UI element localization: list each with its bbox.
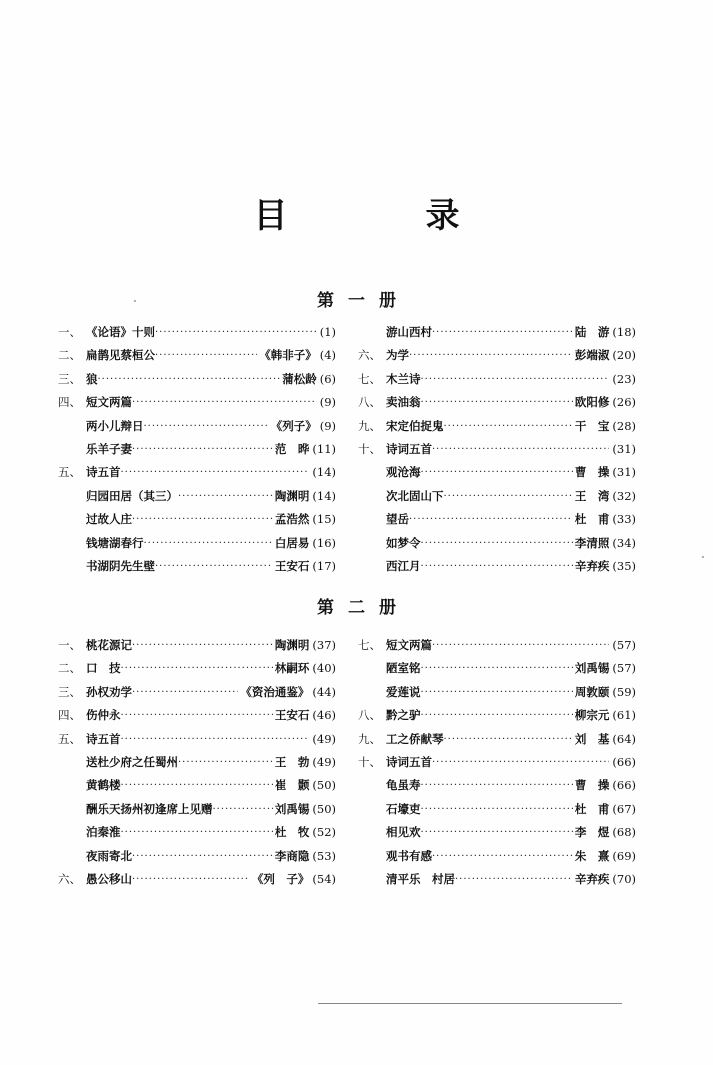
toc-entry[interactable] xyxy=(358,704,636,727)
entry-title: 陋室铭 xyxy=(386,661,421,676)
entry-page-number: (50) xyxy=(312,778,336,793)
entry-page-number: (54) xyxy=(312,871,336,886)
entry-author: 《资治通鉴》 xyxy=(240,684,310,699)
toc-entry[interactable] xyxy=(58,821,336,844)
entry-author: 蒲松龄 xyxy=(282,371,317,386)
entry-page-number: (16) xyxy=(312,535,336,550)
entry-title: 黄鹤楼 xyxy=(86,778,121,793)
dot-leader xyxy=(432,751,609,774)
dot-leader xyxy=(432,634,609,657)
dot-leader xyxy=(178,751,273,774)
entry-page-number: (28) xyxy=(612,418,636,433)
entry-page-number: (9) xyxy=(319,418,336,433)
entry-number xyxy=(358,798,386,821)
entry-page-number: (44) xyxy=(312,684,336,699)
dot-leader xyxy=(155,555,273,578)
entry-title: 观沧海 xyxy=(386,465,421,480)
entry-number xyxy=(358,845,386,868)
entry-number xyxy=(358,532,386,555)
entry-number: 三、 xyxy=(58,684,81,699)
entry-page-number: (64) xyxy=(612,731,636,746)
dot-leader xyxy=(144,532,273,555)
entry-number: 七、 xyxy=(358,638,381,652)
dot-leader xyxy=(213,798,273,821)
entry-author: 辛弃疾 xyxy=(574,871,610,886)
entry-number: 五、 xyxy=(58,465,81,480)
entry-number xyxy=(58,845,86,868)
dot-leader xyxy=(421,368,610,391)
dot-leader xyxy=(132,845,273,868)
dot-leader xyxy=(421,555,573,578)
entry-author: 干 宝 xyxy=(574,418,610,433)
entry-author: 范 晔 xyxy=(274,441,310,456)
toc-entry[interactable] xyxy=(358,728,636,751)
entry-number: 六、 xyxy=(358,348,381,363)
entry-number xyxy=(58,438,86,461)
toc-entry[interactable] xyxy=(358,344,636,367)
toc-entry[interactable] xyxy=(358,774,636,797)
entry-number: 五、 xyxy=(58,731,81,746)
entry-author: 柳宗元 xyxy=(574,708,610,723)
toc-entry[interactable] xyxy=(358,461,636,484)
entry-title: 乐羊子妻 xyxy=(86,441,132,456)
dot-leader xyxy=(421,798,573,821)
entry-title: 《论语》十则 xyxy=(86,325,155,339)
entry-page-number: (23) xyxy=(612,371,636,386)
entry-title: 夜雨寄北 xyxy=(86,848,132,863)
entry-page-number: (11) xyxy=(312,441,336,456)
dot-leader xyxy=(432,438,609,461)
toc-entry[interactable] xyxy=(58,391,336,414)
entry-page-number: (49) xyxy=(312,731,336,746)
toc-entry[interactable] xyxy=(358,681,636,704)
entry-page-number: (20) xyxy=(612,348,636,363)
entry-page-number: (57) xyxy=(612,661,636,676)
entry-title: 过故人庄 xyxy=(86,512,132,527)
entry-number xyxy=(358,485,386,508)
entry-page-number: (35) xyxy=(612,558,636,573)
entry-author: 刘禹锡 xyxy=(274,801,310,816)
entry-author: 《列子》 xyxy=(270,418,317,433)
entry-number: 八、 xyxy=(358,708,381,723)
toc-entry[interactable] xyxy=(358,438,636,461)
dot-leader xyxy=(132,681,238,704)
entry-page-number: (40) xyxy=(312,661,336,676)
entry-title: 口 技 xyxy=(86,661,121,676)
entry-title: 次北固山下 xyxy=(386,488,444,503)
dot-leader xyxy=(421,657,573,680)
entry-page-number: (37) xyxy=(312,638,336,652)
entry-title: 游山西村 xyxy=(386,325,432,339)
entry-number xyxy=(58,532,86,555)
scan-speck xyxy=(134,300,136,302)
entry-page-number: (15) xyxy=(312,512,336,527)
toc-entry[interactable] xyxy=(358,555,636,578)
toc-entry[interactable] xyxy=(58,321,336,344)
entry-number xyxy=(358,774,386,797)
entry-title: 工之侨献琴 xyxy=(386,731,444,746)
entry-number xyxy=(358,321,386,344)
toc-entry[interactable] xyxy=(58,461,336,484)
entry-author: 林嗣环 xyxy=(274,661,310,676)
dot-leader xyxy=(409,508,573,531)
entry-page-number: (53) xyxy=(312,848,336,863)
entry-title: 诗词五首 xyxy=(386,441,432,456)
dot-leader xyxy=(132,634,273,657)
volume-heading-1: 第一册 xyxy=(317,291,410,311)
toc-entry[interactable] xyxy=(58,438,336,461)
entry-author: 李商隐 xyxy=(274,848,310,863)
entry-title: 黔之驴 xyxy=(386,708,421,723)
footer-rule xyxy=(318,1003,622,1004)
entry-number: 十、 xyxy=(358,754,381,769)
toc-entry[interactable] xyxy=(358,634,636,657)
entry-title: 诗五首 xyxy=(86,465,121,480)
entry-number xyxy=(358,821,386,844)
entry-page-number: (59) xyxy=(612,684,636,699)
entry-title: 书湖阴先生壁 xyxy=(86,558,155,573)
entry-page-number: (9) xyxy=(319,395,336,410)
toc-entry[interactable] xyxy=(358,368,636,391)
entry-title: 龟虽寿 xyxy=(386,778,421,793)
toc-entry[interactable] xyxy=(58,681,336,704)
entry-page-number: (57) xyxy=(612,638,636,652)
volume-heading-2: 第二册 xyxy=(317,598,410,618)
entry-number xyxy=(358,555,386,578)
entry-author: 王安石 xyxy=(274,558,310,573)
entry-author: 王 湾 xyxy=(574,488,610,503)
entry-title: 归园田居（其三） xyxy=(86,488,178,503)
dot-leader xyxy=(155,321,317,344)
toc-entry[interactable] xyxy=(58,868,336,891)
page-title: 目 录 xyxy=(253,196,512,236)
entry-number xyxy=(58,485,86,508)
entry-title: 桃花源记 xyxy=(86,638,132,652)
entry-number: 十、 xyxy=(358,441,381,456)
entry-page-number: (18) xyxy=(612,325,636,339)
entry-number: 二、 xyxy=(58,661,81,676)
entry-title: 为学 xyxy=(386,348,409,363)
entry-page-number: (70) xyxy=(612,871,636,886)
entry-title: 扁鹊见蔡桓公 xyxy=(86,348,155,363)
entry-title: 爱莲说 xyxy=(386,684,421,699)
entry-author: 孟浩然 xyxy=(274,512,310,527)
entry-author: 刘禹锡 xyxy=(574,661,610,676)
entry-page-number: (61) xyxy=(612,708,636,723)
entry-number: 二、 xyxy=(58,348,81,363)
entry-author: 辛弃疾 xyxy=(574,558,610,573)
entry-number xyxy=(358,657,386,680)
entry-author: 李 煜 xyxy=(574,825,610,840)
entry-title: 观书有感 xyxy=(386,848,432,863)
entry-title: 西江月 xyxy=(386,558,421,573)
entry-title: 送杜少府之任蜀州 xyxy=(86,754,178,769)
dot-leader xyxy=(144,415,269,438)
dot-leader xyxy=(444,485,573,508)
entry-number xyxy=(358,868,386,891)
entry-page-number: (46) xyxy=(312,708,336,723)
dot-leader xyxy=(121,728,310,751)
toc-entry[interactable] xyxy=(358,798,636,821)
toc-entry[interactable] xyxy=(58,774,336,797)
entry-author: 陶渊明 xyxy=(274,488,310,503)
toc-column xyxy=(58,634,336,891)
dot-leader xyxy=(421,461,573,484)
entry-title: 如梦令 xyxy=(386,535,421,550)
entry-number: 六、 xyxy=(58,871,81,886)
entry-number: 四、 xyxy=(58,395,81,410)
entry-title: 愚公移山 xyxy=(86,871,132,886)
dot-leader xyxy=(409,344,573,367)
dot-leader xyxy=(155,344,257,367)
entry-number xyxy=(58,798,86,821)
entry-title: 泊秦淮 xyxy=(86,825,121,840)
entry-title: 石壕吏 xyxy=(386,801,421,816)
entry-author: 《韩非子》 xyxy=(259,348,317,363)
entry-page-number: (26) xyxy=(612,395,636,410)
toc-entry[interactable] xyxy=(358,485,636,508)
toc-entry[interactable] xyxy=(358,821,636,844)
entry-page-number: (14) xyxy=(312,465,336,480)
entry-title: 木兰诗 xyxy=(386,371,421,386)
entry-author: 欧阳修 xyxy=(574,395,610,410)
toc-entry[interactable] xyxy=(58,508,336,531)
toc-entry[interactable] xyxy=(58,634,336,657)
entry-page-number: (34) xyxy=(612,535,636,550)
entry-page-number: (14) xyxy=(312,488,336,503)
entry-page-number: (67) xyxy=(612,801,636,816)
toc-entry[interactable] xyxy=(58,555,336,578)
entry-author: 杜 甫 xyxy=(574,801,610,816)
entry-title: 伤仲永 xyxy=(86,708,121,723)
entry-number xyxy=(58,821,86,844)
entry-title: 短文两篇 xyxy=(86,395,132,410)
entry-title: 两小儿辩日 xyxy=(86,418,144,433)
toc-entry[interactable] xyxy=(58,798,336,821)
dot-leader xyxy=(421,774,573,797)
toc-entry[interactable] xyxy=(358,657,636,680)
entry-author: 李清照 xyxy=(574,535,610,550)
toc-entry[interactable] xyxy=(58,368,336,391)
entry-author: 曹 操 xyxy=(574,465,610,480)
entry-page-number: (69) xyxy=(612,848,636,863)
dot-leader xyxy=(121,704,273,727)
dot-leader xyxy=(178,485,273,508)
entry-title: 望岳 xyxy=(386,512,409,527)
dot-leader xyxy=(132,438,273,461)
entry-page-number: (66) xyxy=(612,778,636,793)
dot-leader xyxy=(121,657,273,680)
toc-entry[interactable] xyxy=(358,321,636,344)
toc-entry[interactable] xyxy=(58,415,336,438)
toc-column xyxy=(358,321,636,578)
entry-title: 诗词五首 xyxy=(386,754,432,769)
entry-number xyxy=(358,508,386,531)
toc-entry[interactable] xyxy=(58,728,336,751)
toc-entry[interactable] xyxy=(58,657,336,680)
entry-author: 崔 颢 xyxy=(274,778,310,793)
entry-page-number: (4) xyxy=(319,348,336,363)
entry-page-number: (17) xyxy=(312,558,336,573)
entry-page-number: (31) xyxy=(612,465,636,480)
entry-number: 九、 xyxy=(358,731,381,746)
entry-page-number: (68) xyxy=(612,825,636,840)
entry-author: 周敦颐 xyxy=(574,684,610,699)
toc-entry[interactable] xyxy=(58,845,336,868)
dot-leader xyxy=(421,821,573,844)
entry-author: 白居易 xyxy=(274,535,310,550)
entry-author: 刘 基 xyxy=(574,731,610,746)
entry-number xyxy=(58,774,86,797)
entry-number xyxy=(358,461,386,484)
entry-number: 四、 xyxy=(58,708,81,723)
toc-entry[interactable] xyxy=(58,704,336,727)
dot-leader xyxy=(421,704,573,727)
entry-number: 七、 xyxy=(358,371,381,386)
entry-author: 彭端淑 xyxy=(574,348,610,363)
dot-leader xyxy=(432,845,573,868)
dot-leader xyxy=(132,868,250,891)
toc-entry[interactable] xyxy=(358,532,636,555)
dot-leader xyxy=(98,368,281,391)
entry-author: 杜 牧 xyxy=(274,825,310,840)
entry-number xyxy=(358,681,386,704)
dot-leader xyxy=(132,508,273,531)
entry-page-number: (31) xyxy=(612,441,636,456)
toc-entry[interactable] xyxy=(58,485,336,508)
entry-title: 卖油翁 xyxy=(386,395,421,410)
entry-page-number: (50) xyxy=(312,801,336,816)
entry-page-number: (52) xyxy=(312,825,336,840)
entry-number: 一、 xyxy=(58,638,81,652)
entry-title: 酬乐天扬州初逢席上见赠 xyxy=(86,801,213,816)
dot-leader xyxy=(421,391,573,414)
entry-page-number: (6) xyxy=(319,371,336,386)
toc-entry[interactable] xyxy=(358,751,636,774)
entry-number xyxy=(58,751,86,774)
dot-leader xyxy=(121,774,273,797)
entry-title: 孙权劝学 xyxy=(86,684,132,699)
entry-author: 曹 操 xyxy=(574,778,610,793)
toc-column xyxy=(58,321,336,578)
dot-leader xyxy=(455,868,573,891)
dot-leader xyxy=(421,681,573,704)
entry-number xyxy=(58,555,86,578)
entry-title: 宋定伯捉鬼 xyxy=(386,418,444,433)
dot-leader xyxy=(421,532,573,555)
toc-column xyxy=(358,634,636,891)
toc-entry[interactable] xyxy=(58,751,336,774)
entry-title: 相见欢 xyxy=(386,825,421,840)
scan-speck xyxy=(702,556,704,558)
dot-leader xyxy=(132,391,317,414)
entry-title: 清平乐 村居 xyxy=(386,871,455,886)
entry-page-number: (1) xyxy=(319,325,336,339)
toc-entry[interactable] xyxy=(358,868,636,891)
entry-number: 三、 xyxy=(58,371,81,386)
entry-title: 短文两篇 xyxy=(386,638,432,652)
entry-author: 杜 甫 xyxy=(574,512,610,527)
dot-leader xyxy=(432,321,573,344)
entry-author: 陆 游 xyxy=(574,325,610,339)
entry-page-number: (32) xyxy=(612,488,636,503)
entry-author: 朱 熹 xyxy=(574,848,610,863)
entry-number: 八、 xyxy=(358,395,381,410)
entry-author: 陶渊明 xyxy=(274,638,310,652)
entry-number: 九、 xyxy=(358,418,381,433)
entry-author: 王安石 xyxy=(274,708,310,723)
entry-title: 钱塘湖春行 xyxy=(86,535,144,550)
toc-entry[interactable] xyxy=(58,532,336,555)
entry-page-number: (49) xyxy=(312,754,336,769)
entry-number xyxy=(58,415,86,438)
entry-author: 王 勃 xyxy=(274,754,310,769)
entry-author: 《列 子》 xyxy=(251,871,310,886)
dot-leader xyxy=(444,415,573,438)
toc-entry[interactable] xyxy=(58,344,336,367)
entry-page-number: (33) xyxy=(612,512,636,527)
entry-number xyxy=(58,508,86,531)
entry-title: 诗五首 xyxy=(86,731,121,746)
entry-page-number: (66) xyxy=(612,754,636,769)
toc-entry[interactable] xyxy=(358,508,636,531)
toc-entry[interactable] xyxy=(358,415,636,438)
toc-entry[interactable] xyxy=(358,845,636,868)
entry-number: 一、 xyxy=(58,325,81,339)
toc-entry[interactable] xyxy=(358,391,636,414)
dot-leader xyxy=(121,461,310,484)
dot-leader xyxy=(444,728,573,751)
entry-title: 狼 xyxy=(86,371,98,386)
dot-leader xyxy=(121,821,273,844)
